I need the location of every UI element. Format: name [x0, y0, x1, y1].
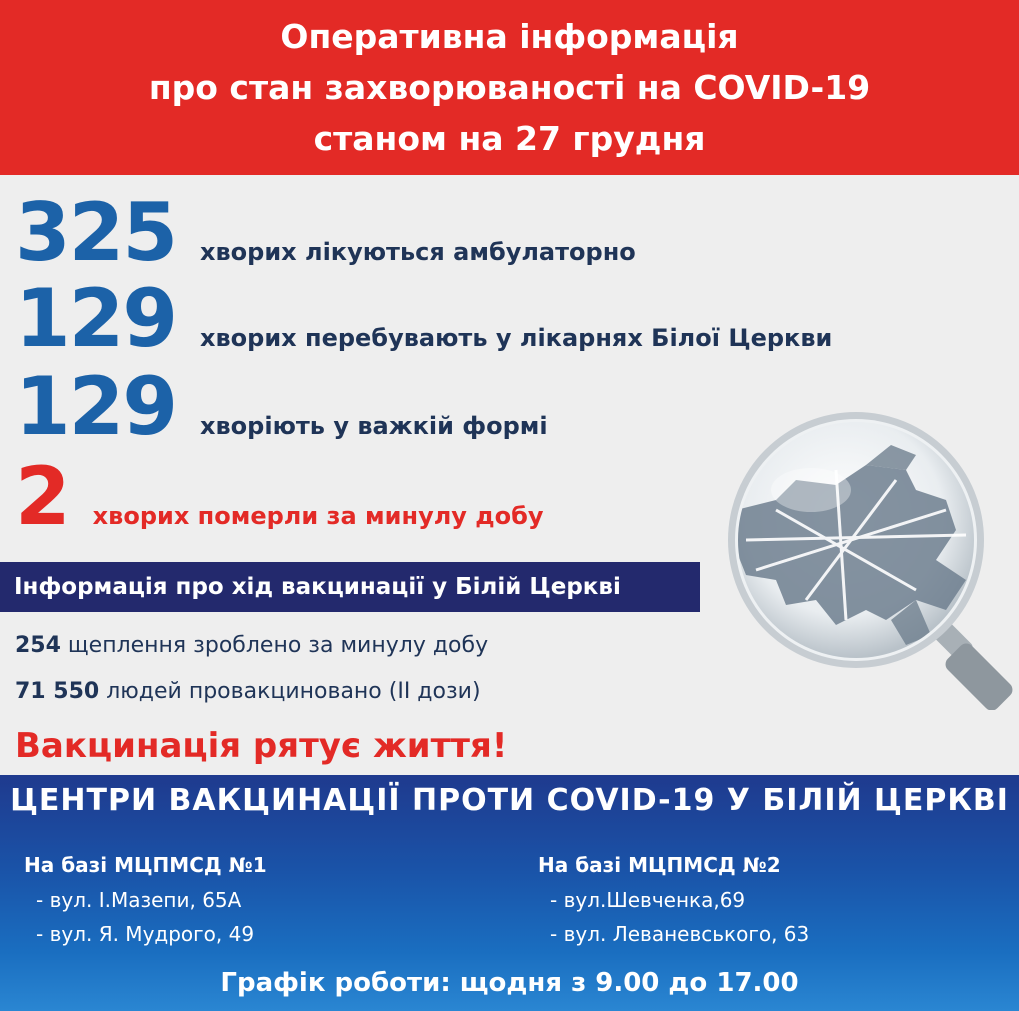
stat-number: 129 [15, 272, 176, 365]
vaccination-daily-count: 254 [15, 633, 61, 658]
vaccination-total-count: 71 550 [15, 679, 100, 704]
vaccination-centers-section [0, 775, 1019, 1011]
stat-label: хворих померли за минулу добу [92, 502, 544, 530]
center-1-address-1: - вул. І.Мазепи, 65А [36, 888, 242, 912]
work-schedule: Графік роботи: щодня з 9.00 до 17.00 [220, 968, 799, 998]
stat-row-severe [15, 360, 548, 453]
center-2-address-2: - вул. Леваневського, 63 [550, 922, 810, 946]
header-title-line1: Оперативна інформація [280, 17, 739, 56]
vaccination-daily-line [15, 633, 488, 658]
centers-title: ЦЕНТРИ ВАКЦИНАЦІЇ ПРОТИ COVID-19 У БІЛІЙ ЦЕРКВІ [10, 783, 1009, 818]
vaccination-slogan: Вакцинація рятує життя! [15, 726, 508, 766]
vaccination-total-line [15, 679, 481, 704]
vaccination-info-bar: Інформація про хід вакцинації у Білій Церкві [0, 562, 700, 612]
stat-label: хворіють у важкій формі [200, 412, 548, 440]
header-banner [0, 0, 1019, 175]
stat-number: 129 [15, 360, 176, 453]
center-1-address-2: - вул. Я. Мудрого, 49 [36, 922, 255, 946]
stat-label: хворих лікуються амбулаторно [200, 238, 636, 266]
stat-label: хворих перебувають у лікарнях Білої Церкви [200, 324, 833, 352]
center-column-2 [538, 853, 809, 951]
vaccination-total-text: людей провакциновано (II дози) [99, 679, 481, 704]
center-2-title: На базі МЦПМСД №2 [538, 853, 781, 877]
center-column-1 [24, 853, 267, 951]
stat-number: 2 [15, 450, 69, 543]
header-title-line2: про стан захворюваності на COVID-19 [148, 68, 871, 107]
vaccination-daily-text: щеплення зроблено за минулу добу [60, 633, 489, 658]
center-1-title: На базі МЦПМСД №1 [24, 853, 267, 877]
stat-number: 325 [15, 186, 176, 279]
stat-row-deaths [15, 450, 544, 543]
header-title-line3: станом на 27 грудня [313, 119, 706, 158]
magnifying-glass-city-map-icon [716, 410, 1016, 710]
stat-row-ambulatory [15, 186, 636, 279]
stat-row-hospitalized [15, 272, 833, 365]
center-2-address-1: - вул.Шевченка,69 [550, 888, 746, 912]
